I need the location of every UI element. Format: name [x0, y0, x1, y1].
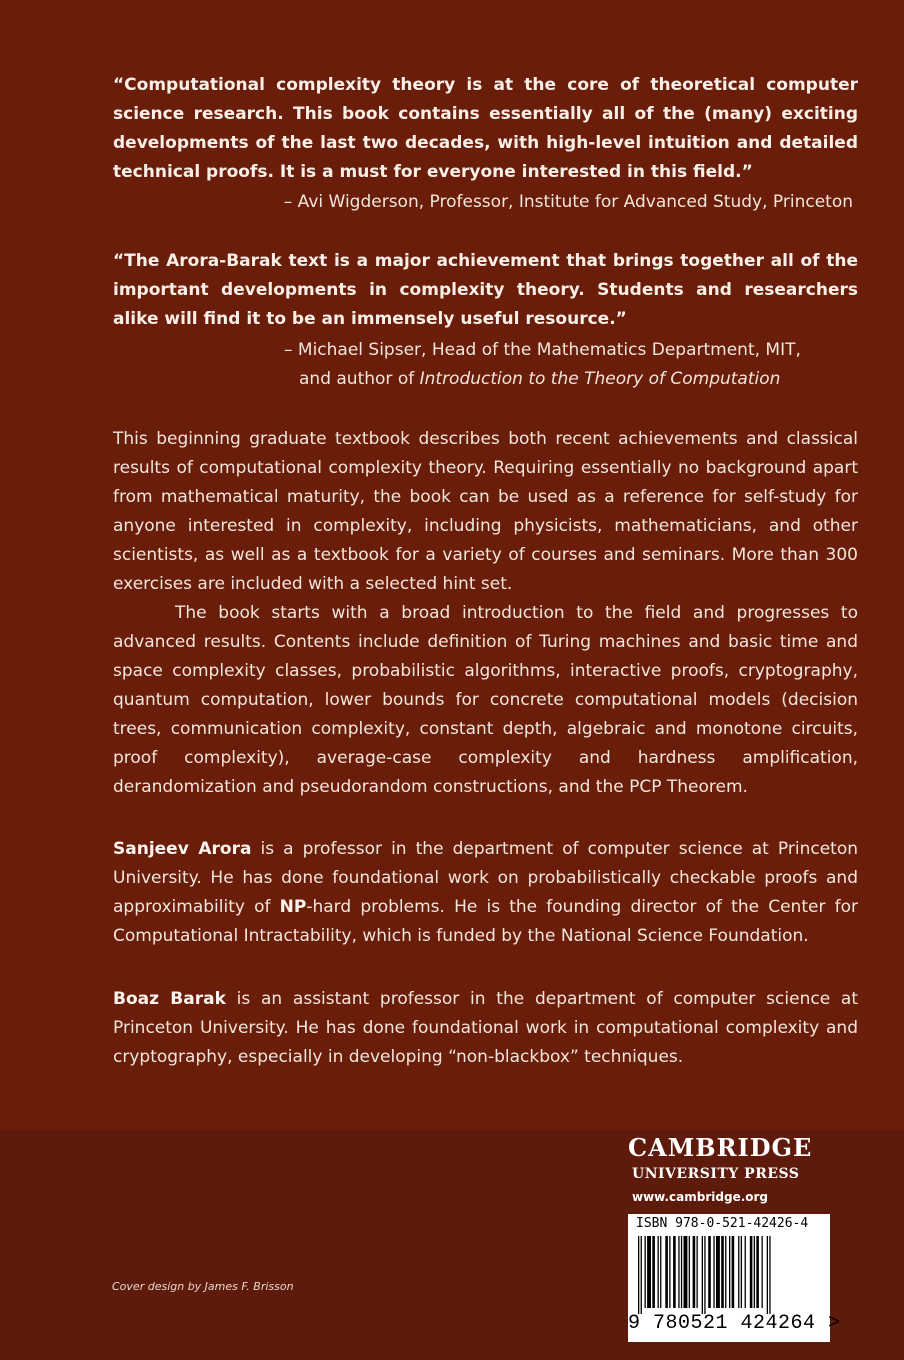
barcode-bar — [647, 1236, 651, 1308]
book-description — [113, 425, 858, 802]
cover-design-credit: Cover design by James F. Brisson — [112, 1280, 294, 1293]
isbn-number: ISBN 978-0-521-42426-4 — [636, 1216, 809, 1231]
barcode-bar — [638, 1236, 639, 1314]
author-bio-text: -hard problems. He is the founding director of the Center for Computational Intractability, which is funded by the National Science Foundation. — [113, 897, 858, 946]
barcode — [628, 1214, 841, 1342]
barcode-bar — [716, 1236, 720, 1308]
barcode-bar — [658, 1236, 659, 1308]
barcode-bar — [681, 1236, 682, 1308]
publisher-url: www.cambridge.org — [632, 1190, 769, 1204]
endorsement-attribution-sipser: – Michael Sipser, Head of the Mathematics Department, MIT, — [284, 340, 801, 360]
book-title: Introduction to the Theory of Computation — [419, 369, 781, 389]
barcode-digits: 9 780521 424264 > — [628, 1312, 841, 1335]
barcode-bar — [745, 1236, 746, 1308]
barcode-bars — [636, 1236, 822, 1314]
barcode-bar — [708, 1236, 711, 1308]
author-name-barak: Boaz Barak — [113, 989, 226, 1009]
author-bio-text: is an assistant professor in the department of computer science at Princeton University. He has done foundational work in computational complexity and cryptography, especially in developing “non-blackbox” techniques. — [113, 989, 858, 1067]
barcode-bar — [678, 1236, 679, 1308]
barcode-bar — [704, 1236, 705, 1314]
barcode-bar — [750, 1236, 753, 1308]
barcode-bar — [756, 1236, 759, 1308]
author-name-arora: Sanjeev Arora — [113, 839, 252, 859]
description-paragraph-2: The book starts with a broad introduction to the field and progresses to advanced results. Contents include definition of Turing machines and basic time and space complexity classes, probabilistic algorithms, interactive proofs, cryptography, quantum computation, lower bounds for concrete computational models (decision trees, communication complexity, constant depth, algebraic and monotone circuits, proof complexity), average-case complexity and hardness amplification, derandomization and pseudorandom constructions, and the PCP Theorem. — [113, 603, 858, 797]
np-term: NP — [279, 897, 307, 917]
barcode-bar — [684, 1236, 688, 1308]
author-bio-arora — [113, 835, 858, 951]
attribution-prefix: and author of — [299, 369, 420, 389]
barcode-bar — [754, 1236, 755, 1308]
barcode-bar — [769, 1236, 770, 1314]
author-bio-barak — [113, 985, 858, 1072]
barcode-bar — [641, 1236, 642, 1314]
endorsement-quote-sipser: “The Arora-Barak text is a major achievement that brings together all of the important developments in complexity theory. Students and researchers alike will find it to be an immensely useful resource.” — [113, 251, 858, 329]
barcode-bar — [665, 1236, 668, 1308]
barcode-bar — [645, 1236, 646, 1308]
barcode-bar — [713, 1236, 714, 1308]
barcode-bar — [762, 1236, 763, 1308]
publisher-logo-name: CAMBRIDGE — [628, 1133, 813, 1162]
barcode-bar — [741, 1236, 742, 1308]
barcode-bar — [669, 1236, 670, 1308]
endorsement-quote-wigderson: “Computational complexity theory is at the core of theoretical computer science research. This book contains essentially all of the (many) exciting developments of the last two decades, with high-level intuition and detailed technical proofs. It is a must for everyone interested in this field.” — [113, 75, 858, 182]
barcode-bar — [689, 1236, 690, 1308]
barcode-bar — [693, 1236, 696, 1308]
endorsement-attribution-sipser-book — [299, 365, 780, 394]
barcode-bar — [673, 1236, 676, 1308]
barcode-bar — [732, 1236, 735, 1308]
barcode-bar — [725, 1236, 726, 1308]
barcode-bar — [660, 1236, 661, 1308]
barcode-bar — [767, 1236, 768, 1314]
description-paragraph-1: This beginning graduate textbook describes both recent achievements and classical results of computational complexity theory. Requiring essentially no background apart from mathematical maturity, the book can be used as a reference for self-study for anyone interested in complexity, including physicists, mathematicians, and other scientists, as well as a textbook for a variety of courses and seminars. More than 300 exercises are included with a selected hint set. — [113, 429, 858, 594]
barcode-bar — [702, 1236, 703, 1314]
barcode-bar — [738, 1236, 739, 1308]
barcode-bar — [697, 1236, 698, 1308]
barcode-bar — [652, 1236, 655, 1308]
author-bio-text: is a professor in the department of computer science at Princeton University. He has done foundational work on probabilistically checkable proofs and approximability of — [113, 839, 859, 917]
endorsement-attribution-wigderson: – Avi Wigderson, Professor, Institute for Advanced Study, Princeton — [283, 192, 853, 212]
barcode-bar — [729, 1236, 730, 1308]
publisher-logo-press: UNIVERSITY PRESS — [632, 1166, 800, 1182]
barcode-bar — [721, 1236, 724, 1308]
